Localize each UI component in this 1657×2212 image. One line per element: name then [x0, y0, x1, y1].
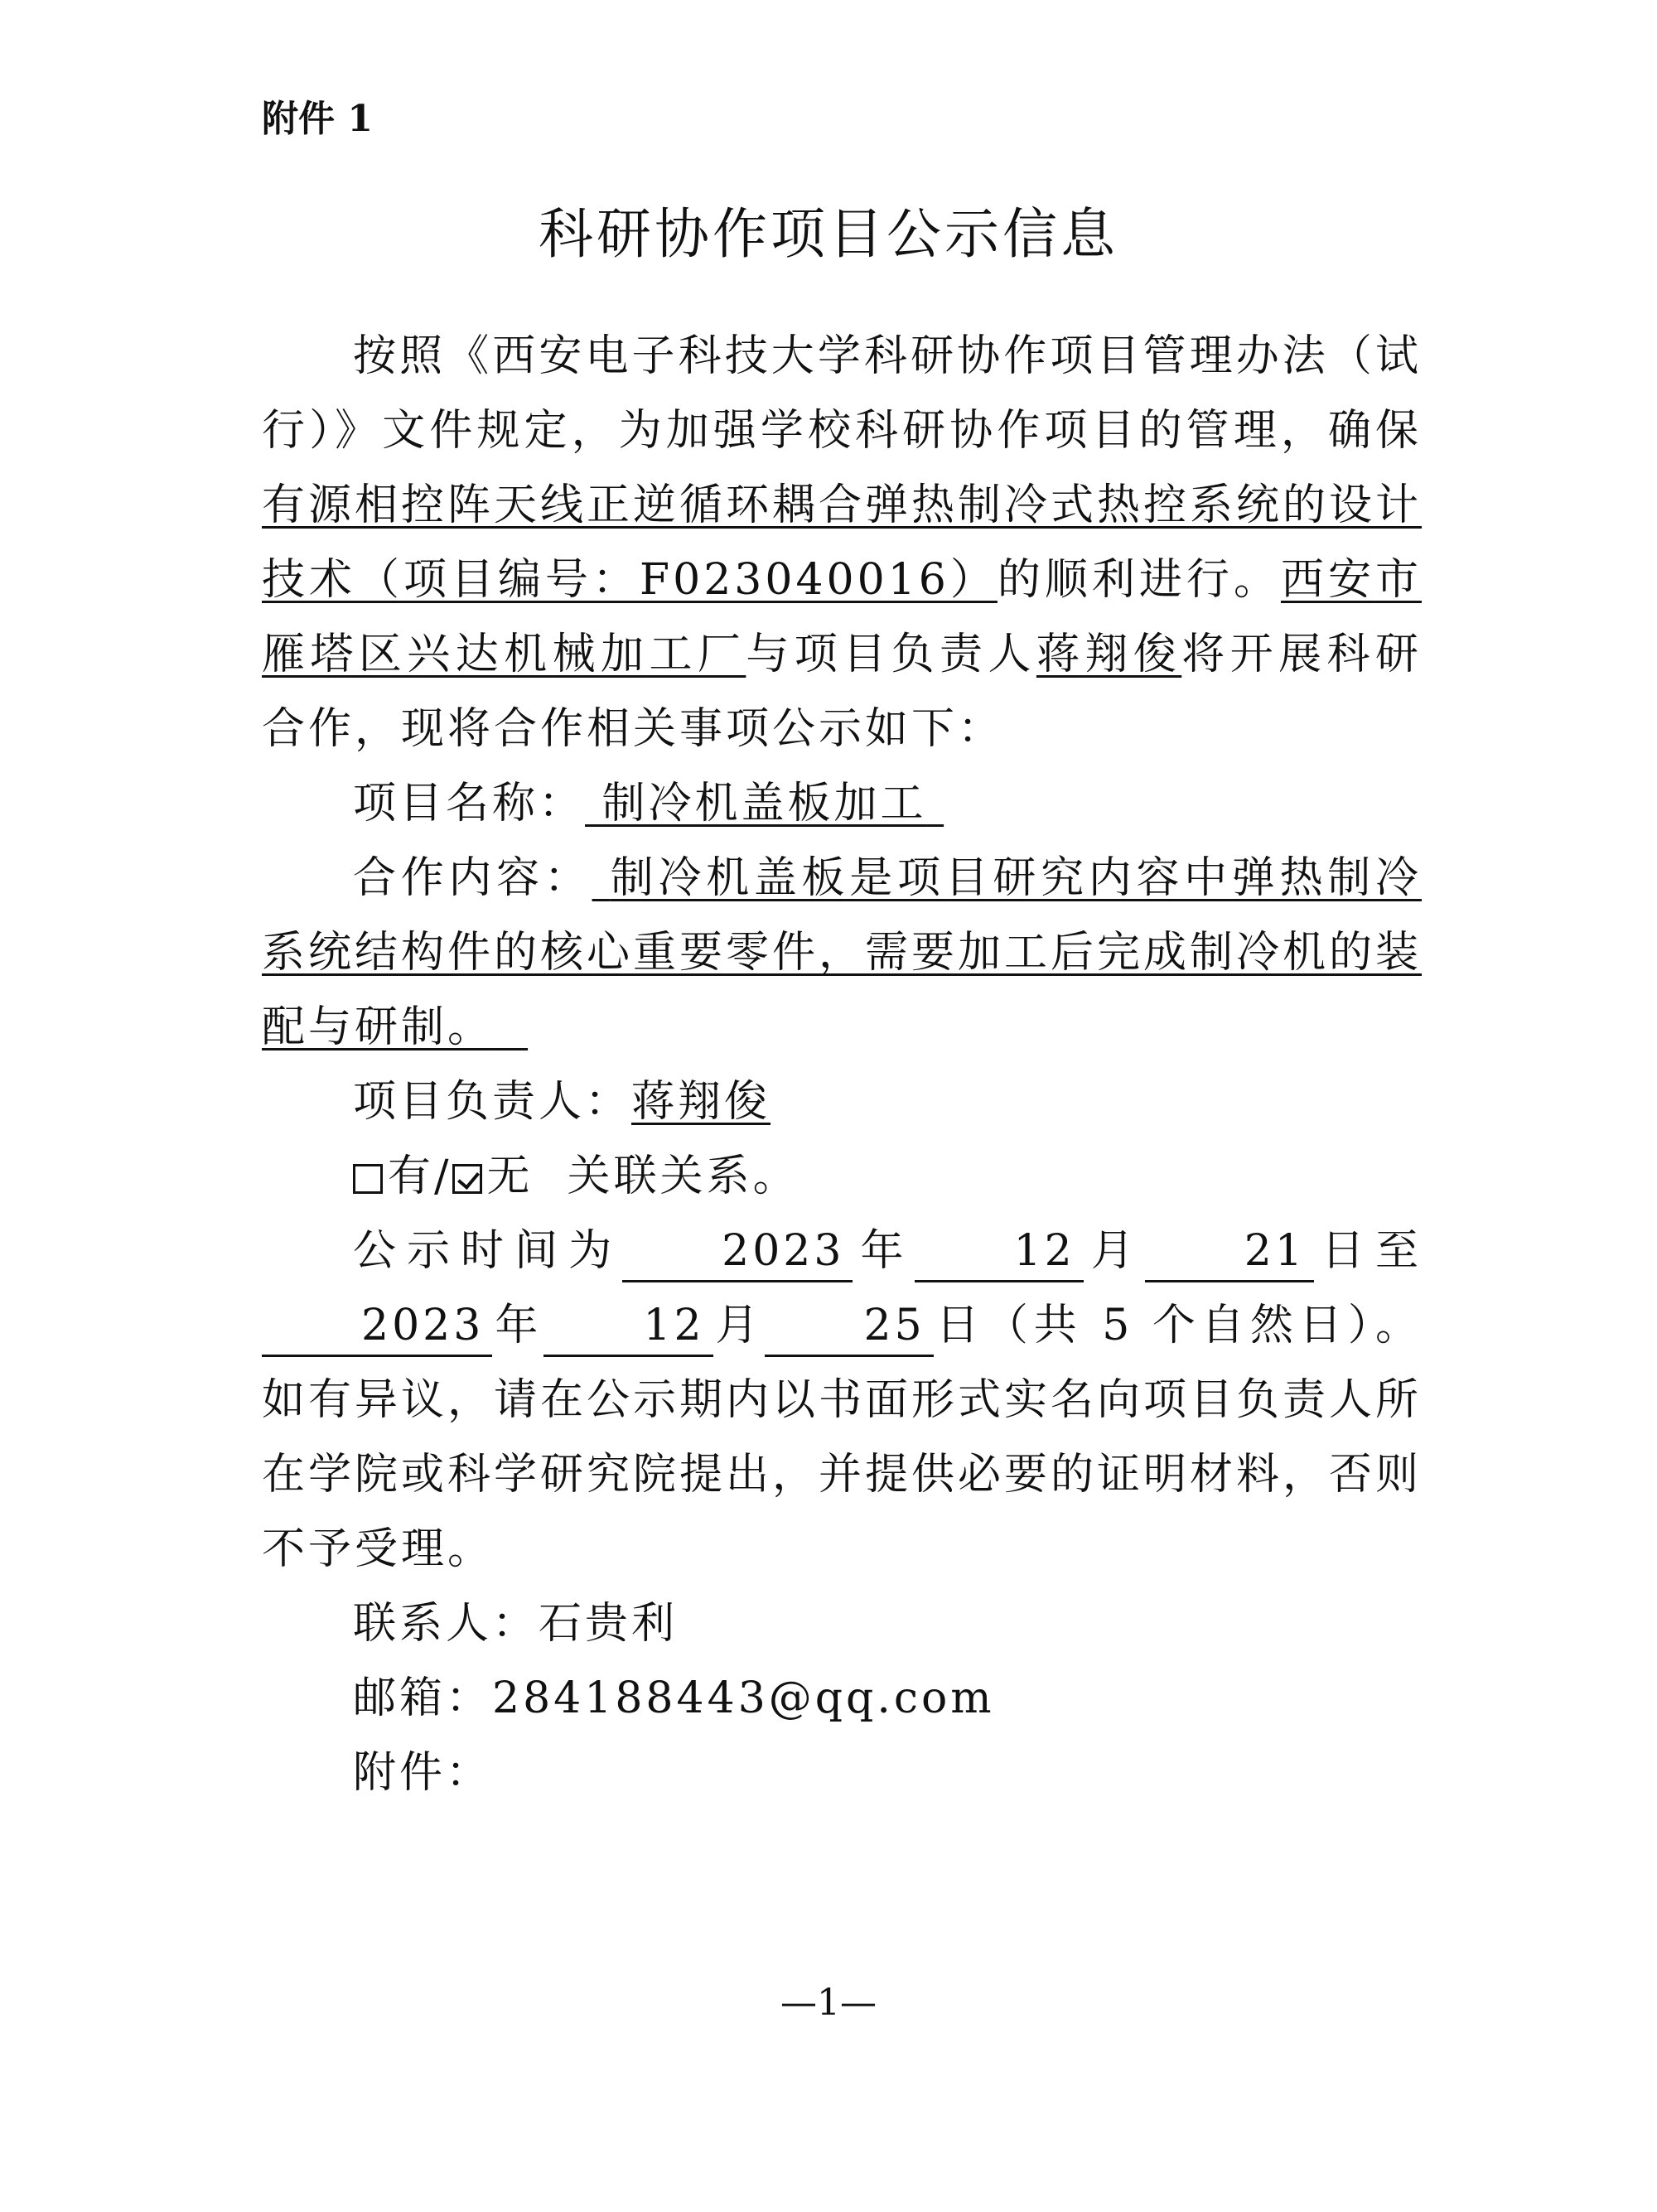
page-number: —1—	[780, 1982, 877, 2024]
project-name-line	[262, 766, 1422, 841]
relation-yes-checkbox[interactable]	[353, 1164, 383, 1194]
responsible-label: 项目负责人：	[353, 1077, 632, 1127]
project-title: 有源相控阵天线正逆循环耦合弹热制冷式热控系统的设计技术（项目编号：F023040016）	[262, 481, 1423, 605]
project-name-label: 项目名称：	[353, 779, 586, 828]
start-year-field: 2023	[622, 1222, 853, 1282]
end-year-field: 2023	[262, 1297, 492, 1357]
intro-text-b: 的顺利进行。	[997, 555, 1281, 605]
to-text: 日至	[1313, 1226, 1422, 1276]
document-body	[262, 319, 1422, 1810]
email-address: 284188443@qq.com	[492, 1673, 995, 1723]
year-char: 年	[853, 1226, 915, 1276]
leader-name: 蒋翔俊	[1036, 630, 1182, 679]
publicity-prefix: 公示时间为	[353, 1226, 623, 1276]
email-label: 邮箱：	[353, 1673, 493, 1723]
day-char: 日	[933, 1301, 985, 1350]
end-day-field: 25	[765, 1297, 934, 1357]
intro-text-d: 将开展科研合作，现将合作相关事项公示如下：	[262, 630, 1422, 754]
intro-paragraph	[262, 319, 1422, 766]
publicity-paragraph	[262, 1214, 1422, 1587]
attachment-label: 附件 1	[262, 98, 373, 140]
month-char-2: 月	[713, 1301, 765, 1350]
contact-line	[262, 1587, 1422, 1661]
cooperation-paragraph	[262, 841, 1422, 1065]
relation-line	[262, 1139, 1422, 1214]
start-month-field: 12	[915, 1222, 1084, 1282]
intro-text-a: 按照《西安电子科技大学科研协作项目管理办法（试行）》文件规定，为加强学校科研协作项目的管理，确保	[262, 331, 1422, 456]
relation-suffix: 关联关系。	[567, 1152, 800, 1201]
publicity-rest: （共 5 个自然日）。如有异议，请在公示期内以书面形式实名向项目负责人所在学院或科学研究院提出，并提供必要的证明材料，否则不予受理。	[262, 1301, 1423, 1574]
month-char: 月	[1083, 1226, 1145, 1276]
responsible-line	[262, 1065, 1422, 1139]
email-line	[262, 1661, 1422, 1736]
intro-text-c: 与项目负责人	[746, 630, 1036, 679]
year-char-2: 年	[492, 1301, 544, 1350]
contact-label: 联系人：	[353, 1599, 539, 1649]
page-title: 科研协作项目公示信息	[539, 202, 1118, 266]
relation-no-label: 无	[486, 1152, 534, 1201]
cooperation-value: 制冷机盖板是项目研究内容中弹热制冷系统结构件的核心重要零件，需要加工后完成制冷机的装配与研制。	[262, 853, 1423, 1052]
cooperation-label: 合作内容：	[353, 853, 592, 903]
relation-no-checkbox[interactable]	[452, 1164, 482, 1194]
attachments-label: 附件：	[353, 1748, 493, 1798]
relation-yes-label: 有/	[388, 1152, 452, 1201]
responsible-value: 蒋翔俊	[631, 1077, 771, 1127]
contact-name: 石贵利	[539, 1599, 679, 1649]
partner-name: 西安市雁塔区兴达机械加工厂	[262, 555, 1422, 679]
end-month-field: 12	[543, 1297, 713, 1357]
start-day-field: 21	[1145, 1222, 1314, 1282]
attachments-line	[262, 1736, 1422, 1810]
project-name-value: 制冷机盖板加工	[601, 779, 927, 828]
